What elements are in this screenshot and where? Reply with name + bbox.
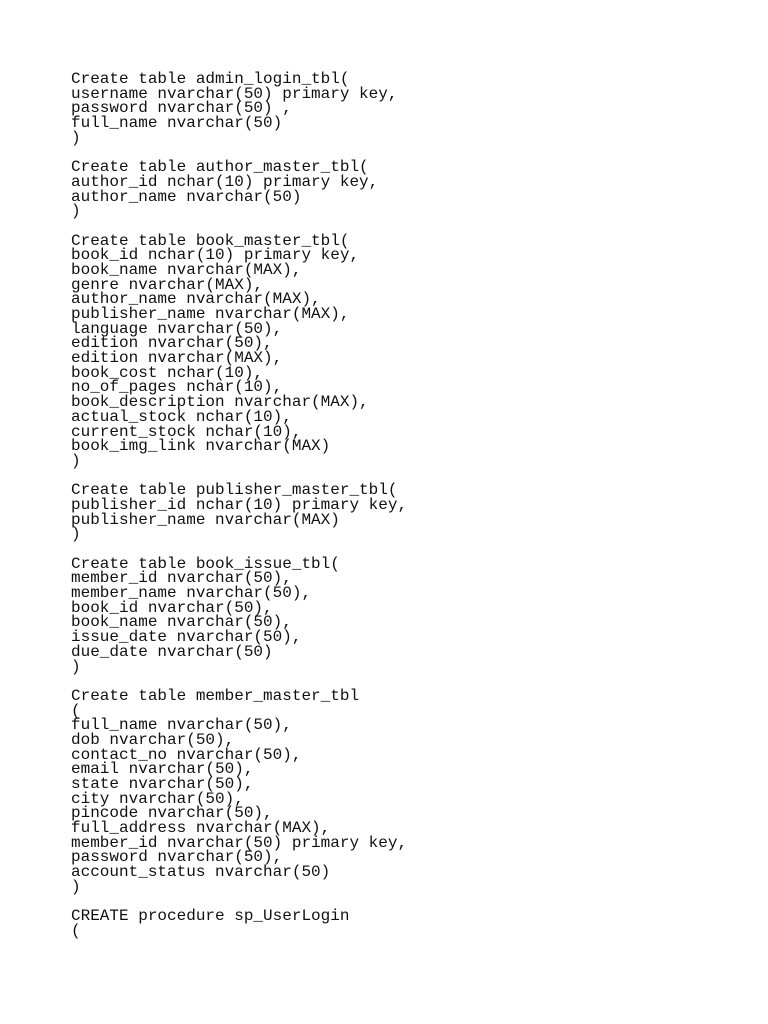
- code-line: CREATE procedure sp_UserLogin: [71, 907, 350, 926]
- code-line: publisher_name nvarchar(MAX),: [71, 305, 350, 323]
- code-line: book_id nchar(10) primary key,: [71, 246, 360, 265]
- code-line: publisher_name nvarchar(MAX): [71, 510, 340, 529]
- code-line: book_cost nchar(10),: [71, 363, 264, 382]
- code-line: account_status nvarchar(50): [71, 863, 331, 882]
- code-line: dob nvarchar(50),: [71, 730, 235, 749]
- code-line: (: [71, 701, 81, 720]
- code-line: member_id nvarchar(50) primary key,: [71, 833, 408, 852]
- code-line: contact_no nvarchar(50),: [71, 745, 302, 764]
- code-line: actual_stock nchar(10),: [71, 407, 292, 426]
- code-line: book_name nvarchar(50),: [71, 613, 292, 632]
- code-line: password nvarchar(50) ,: [71, 99, 292, 118]
- sql-statement-block: [71, 160, 751, 219]
- code-line: ): [71, 657, 81, 676]
- sql-statement-block: [71, 483, 751, 542]
- sql-statement-block: [71, 554, 751, 676]
- code-line: email nvarchar(50),: [71, 760, 254, 779]
- code-line: author_name nvarchar(MAX),: [71, 290, 321, 309]
- code-line: password nvarchar(50),: [71, 848, 283, 867]
- code-line: full_name nvarchar(50),: [71, 716, 292, 735]
- code-line: full_name nvarchar(50): [71, 114, 283, 133]
- code-line: issue_date nvarchar(50),: [71, 628, 302, 647]
- code-line: genre nvarchar(MAX),: [71, 275, 264, 294]
- sql-statement-block: [71, 231, 751, 470]
- code-line: current_stock nchar(10),: [71, 422, 302, 441]
- code-line: state nvarchar(50),: [71, 775, 254, 793]
- code-line: book_name nvarchar(MAX),: [71, 260, 302, 279]
- code-line: full_address nvarchar(MAX),: [71, 819, 331, 838]
- code-line: book_img_link nvarchar(MAX): [71, 437, 331, 456]
- code-line: book_id nvarchar(50),: [71, 598, 273, 617]
- code-line: Create table admin_login_tbl(: [71, 70, 350, 88]
- sql-statement-block: [71, 686, 751, 896]
- code-blocks: [71, 72, 751, 939]
- code-line: edition nvarchar(MAX),: [71, 349, 283, 368]
- code-line: ): [71, 202, 81, 221]
- sql-document: [71, 72, 751, 953]
- code-line: author_id nchar(10) primary key,: [71, 172, 379, 191]
- code-line: ): [71, 525, 81, 544]
- code-line: ): [71, 128, 81, 147]
- sql-statement-block: [71, 909, 751, 938]
- code-line: due_date nvarchar(50): [71, 642, 273, 661]
- code-line: city nvarchar(50),: [71, 789, 244, 808]
- sql-statement-block: [71, 72, 751, 145]
- code-line: pincode nvarchar(50),: [71, 804, 273, 823]
- code-line: Create table book_issue_tbl(: [71, 554, 340, 573]
- code-line: (: [71, 921, 81, 940]
- code-line: language nvarchar(50),: [71, 319, 283, 338]
- code-line: ): [71, 451, 81, 470]
- code-line: ): [71, 877, 81, 896]
- code-line: Create table member_master_tbl: [71, 686, 360, 705]
- code-line: Create table book_master_tbl(: [71, 231, 350, 250]
- code-line: author_name nvarchar(50): [71, 187, 302, 206]
- code-line: member_name nvarchar(50),: [71, 584, 312, 603]
- code-line: no_of_pages nchar(10),: [71, 378, 283, 397]
- code-line: Create table publisher_master_tbl(: [71, 481, 398, 500]
- code-line: edition nvarchar(50),: [71, 334, 273, 353]
- code-line: username nvarchar(50) primary key,: [71, 84, 398, 103]
- code-line: book_description nvarchar(MAX),: [71, 393, 369, 412]
- code-line: member_id nvarchar(50),: [71, 569, 292, 588]
- code-line: publisher_id nchar(10) primary key,: [71, 495, 408, 514]
- code-line: Create table author_master_tbl(: [71, 158, 369, 177]
